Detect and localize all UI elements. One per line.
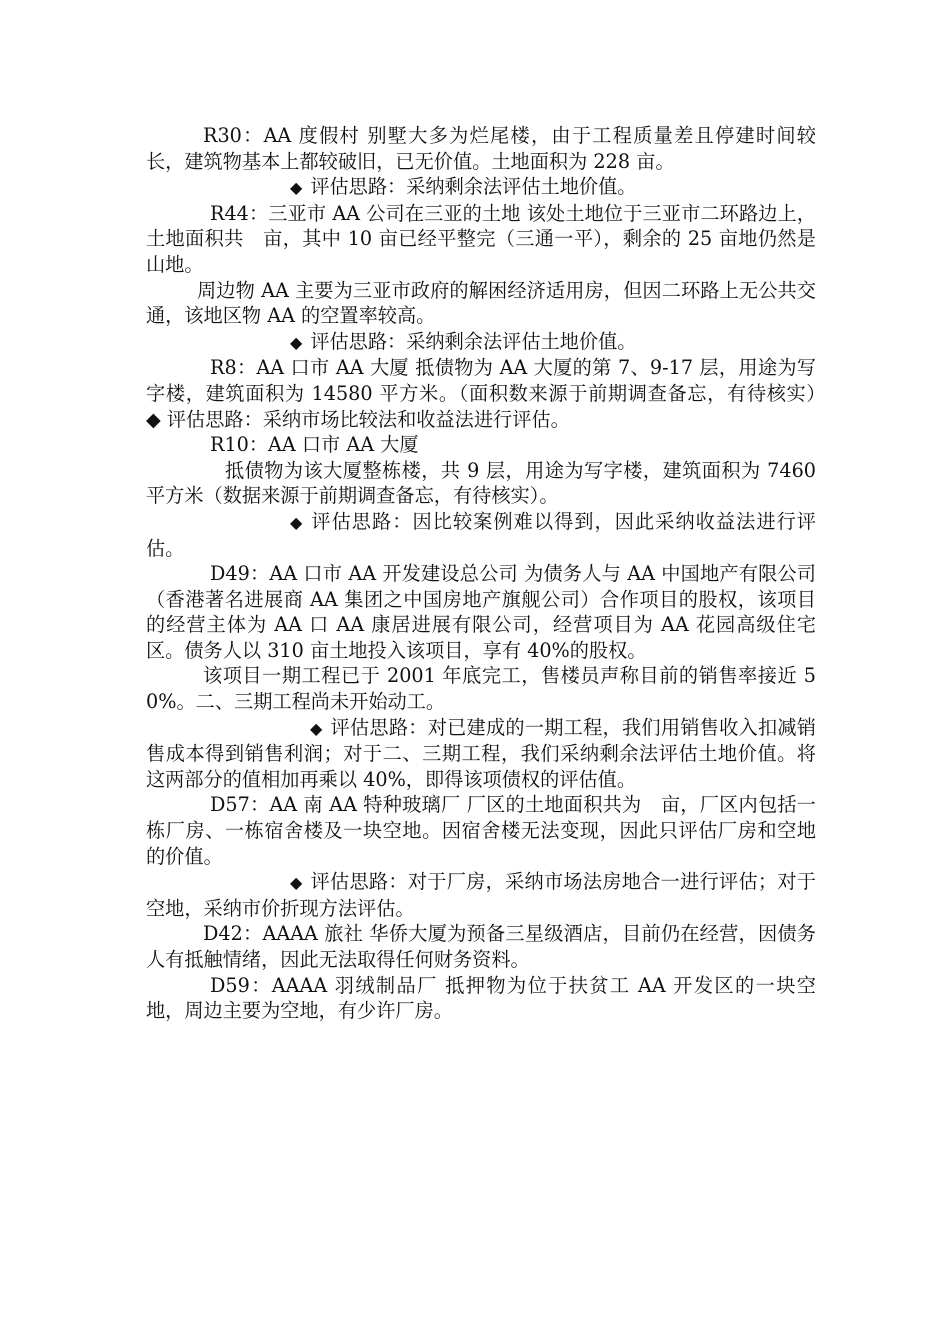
- paragraph-text: 评估思路：采纳剩余法评估土地价值。: [310, 329, 637, 353]
- paragraph-r8: [146, 355, 836, 432]
- paragraph-d42: [146, 921, 816, 972]
- diamond-bullet-icon: ◆: [310, 718, 323, 738]
- diamond-bullet-icon: ◆: [290, 512, 303, 532]
- diamond-bullet-icon: ◆: [290, 178, 303, 198]
- paragraph-text: 评估思路：对于厂房，采纳市场法房地合一进行评估；对于空地，采纳市价折现方法评估。: [146, 870, 816, 920]
- paragraph-r10-method: [146, 509, 816, 561]
- paragraph-d49-progress: [146, 663, 816, 714]
- paragraph-r10-detail: [146, 458, 816, 509]
- paragraph-text: 周边物 AA 主要为三亚市政府的解困经济适用房，但因二环路上无公共交通，该地区物 AA 的空置率较高。: [146, 278, 816, 328]
- document-page: [146, 123, 836, 1024]
- paragraph-text: D42：AAAA 旅社 华侨大厦为预备三星级酒店，目前仍在经营，因债务人有抵触情绪，因此无法取得任何财务资料。: [146, 922, 816, 971]
- paragraph-text: 抵债物为该大厦整栋楼，共 9 层，用途为写字楼，建筑面积为 7460 平方米（数据来源于前期调查备忘，有待核实）。: [146, 458, 816, 508]
- paragraph-d49: [146, 561, 816, 663]
- paragraph-text: D49：AA 口市 AA 开发建设总公司 为债务人与 AA 中国地产有限公司（香港著名进展商 AA 集团之中国房地产旗舰公司）合作项目的股权，该项目的经营主体为 AA 口 AA 康居进展有限公司，经营项目为 AA 花园高级住宅区。债务人以 310 亩土地投入该项目，享有 40%的股权。: [146, 562, 816, 662]
- paragraph-text: D59：AAAA 羽绒制品厂 抵押物为位于扶贫工 AA 开发区的一块空地，周边主要为空地，有少许厂房。: [146, 973, 816, 1023]
- diamond-bullet-icon: ◆: [290, 873, 303, 893]
- paragraph-text: R10：AA 口市 AA 大厦: [210, 433, 419, 457]
- paragraph-text: R8：AA 口市 AA 大厦 抵债物为 AA 大厦的第 7、9-17 层，用途为写字楼，建筑面积为 14580 平方米。（面积数来源于前期调查备忘，有待核实） ◆ 评估思路：采纳市场比较法和收益法进行评估。: [146, 356, 836, 431]
- paragraph-text: 评估思路：对已建成的一期工程，我们用销售收入扣减销售成本得到销售利润；对于二、三期工程，我们采纳剩余法评估土地价值。将这两部分的值相加再乘以 40%，即得该项债权的评估值。: [146, 715, 816, 791]
- paragraph-text: R30：AA 度假村 别墅大多为烂尾楼，由于工程质量差且停建时间较长，建筑物基本上都较破旧，已无价值。土地面积为 228 亩。: [146, 124, 816, 173]
- paragraph-r30-method: [146, 174, 816, 201]
- paragraph-r44: [146, 201, 816, 278]
- paragraph-r10: [146, 432, 816, 458]
- paragraph-d49-method: [146, 715, 816, 793]
- paragraph-r30: [146, 123, 816, 174]
- paragraph-r44-method: [146, 329, 816, 356]
- paragraph-text: 评估思路：因比较案例难以得到，因此采纳收益法进行评估。: [146, 509, 816, 560]
- paragraph-r44-surround: [146, 278, 816, 329]
- paragraph-text: 该项目一期工程已于 2001 年底完工，售楼员声称目前的销售率接近 50%。二、三期工程尚未开始动工。: [146, 664, 816, 714]
- paragraph-d57: [146, 792, 816, 869]
- diamond-bullet-icon: ◆: [290, 332, 303, 352]
- paragraph-text: R44：三亚市 AA 公司在三亚的土地 该处土地位于三亚市二环路边上，土地面积共 亩，其中 10 亩已经平整完（三通一平），剩余的 25 亩地仍然是山地。: [146, 201, 816, 276]
- paragraph-d57-method: [146, 869, 816, 921]
- paragraph-d59: [146, 973, 816, 1024]
- paragraph-text: 评估思路：采纳剩余法评估土地价值。: [310, 175, 637, 199]
- paragraph-text: D57：AA 南 AA 特种玻璃厂 厂区的土地面积共为 亩，厂区内包括一栋厂房、一栋宿舍楼及一块空地。因宿舍楼无法变现，因此只评估厂房和空地的价值。: [146, 793, 816, 868]
